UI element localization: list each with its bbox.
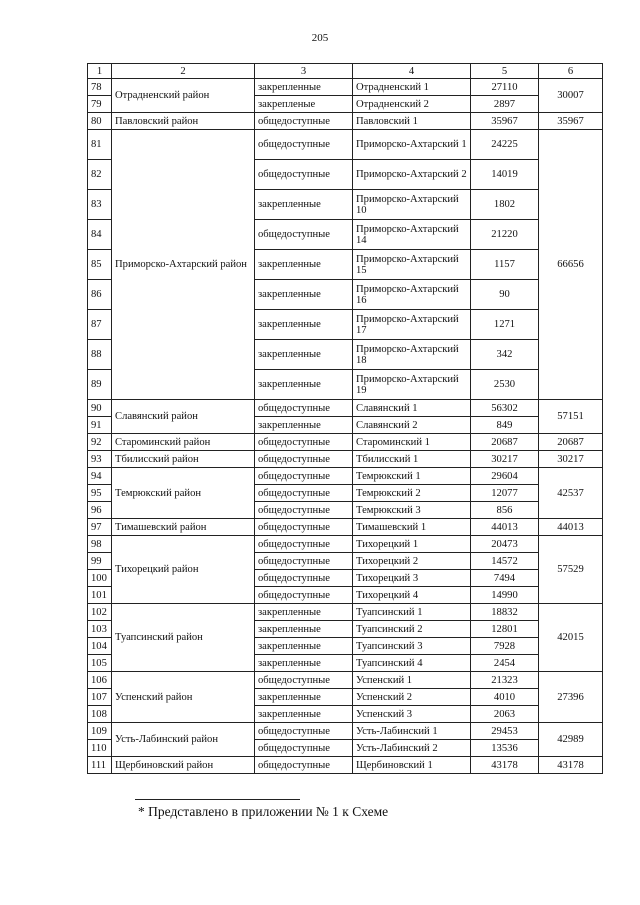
access-type: закрепленные <box>255 638 353 655</box>
access-type: общедоступные <box>255 160 353 190</box>
point-value: 21220 <box>471 220 539 250</box>
header-col-1: 1 <box>88 64 112 79</box>
point-name: Приморско-Ахтарский 16 <box>353 280 471 310</box>
row-number: 79 <box>88 96 112 113</box>
point-name: Темрюкский 3 <box>353 502 471 519</box>
district-total: 35967 <box>539 113 603 130</box>
point-value: 13536 <box>471 740 539 757</box>
row-number: 106 <box>88 672 112 689</box>
point-name: Славянский 2 <box>353 417 471 434</box>
point-name: Приморско-Ахтарский 19 <box>353 370 471 400</box>
district-name: Туапсинский район <box>112 604 255 672</box>
point-name: Отрадненский 1 <box>353 79 471 96</box>
district-name: Темрюкский район <box>112 468 255 519</box>
header-col-2: 2 <box>112 64 255 79</box>
point-name: Успенский 1 <box>353 672 471 689</box>
point-name: Приморско-Ахтарский 10 <box>353 190 471 220</box>
access-type: общедоступные <box>255 587 353 604</box>
district-total: 20687 <box>539 434 603 451</box>
point-name: Тихорецкий 4 <box>353 587 471 604</box>
point-name: Темрюкский 2 <box>353 485 471 502</box>
access-type: общедоступные <box>255 536 353 553</box>
point-value: 21323 <box>471 672 539 689</box>
point-name: Туапсинский 3 <box>353 638 471 655</box>
table-body <box>88 79 603 774</box>
access-type: общедоступные <box>255 451 353 468</box>
district-name: Тимашевский район <box>112 519 255 536</box>
row-number: 94 <box>88 468 112 485</box>
access-type: закрепленые <box>255 96 353 113</box>
point-value: 90 <box>471 280 539 310</box>
access-type: общедоступные <box>255 553 353 570</box>
row-number: 87 <box>88 310 112 340</box>
district-total: 57529 <box>539 536 603 604</box>
point-value: 1157 <box>471 250 539 280</box>
row-number: 86 <box>88 280 112 310</box>
district-name: Приморско-Ахтарский район <box>112 130 255 400</box>
row-number: 100 <box>88 570 112 587</box>
table-row <box>88 672 603 689</box>
access-type: закрепленные <box>255 689 353 706</box>
row-number: 85 <box>88 250 112 280</box>
row-number: 103 <box>88 621 112 638</box>
access-type: общедоступные <box>255 502 353 519</box>
access-type: закрепленные <box>255 340 353 370</box>
point-name: Тихорецкий 1 <box>353 536 471 553</box>
districts-table <box>87 63 603 774</box>
point-value: 56302 <box>471 400 539 417</box>
point-name: Тихорецкий 2 <box>353 553 471 570</box>
row-number: 82 <box>88 160 112 190</box>
district-total: 66656 <box>539 130 603 400</box>
point-name: Отрадненский 2 <box>353 96 471 113</box>
point-value: 43178 <box>471 757 539 774</box>
row-number: 105 <box>88 655 112 672</box>
access-type: закрепленные <box>255 370 353 400</box>
point-name: Приморско-Ахтарский 14 <box>353 220 471 250</box>
access-type: закрепленные <box>255 190 353 220</box>
point-value: 12801 <box>471 621 539 638</box>
point-name: Славянский 1 <box>353 400 471 417</box>
access-type: закрепленные <box>255 250 353 280</box>
row-number: 84 <box>88 220 112 250</box>
access-type: общедоступные <box>255 130 353 160</box>
access-type: общедоступные <box>255 468 353 485</box>
point-name: Приморско-Ахтарский 17 <box>353 310 471 340</box>
point-value: 2454 <box>471 655 539 672</box>
district-total: 42537 <box>539 468 603 519</box>
row-number: 108 <box>88 706 112 723</box>
district-name: Павловский район <box>112 113 255 130</box>
district-name: Отрадненский район <box>112 79 255 113</box>
point-value: 342 <box>471 340 539 370</box>
point-name: Усть-Лабинский 1 <box>353 723 471 740</box>
access-type: закрепленные <box>255 280 353 310</box>
access-type: общедоступные <box>255 485 353 502</box>
row-number: 104 <box>88 638 112 655</box>
point-name: Темрюкский 1 <box>353 468 471 485</box>
point-name: Приморско-Ахтарский 15 <box>353 250 471 280</box>
point-name: Приморско-Ахтарский 18 <box>353 340 471 370</box>
district-name: Щербиновский район <box>112 757 255 774</box>
district-name: Усть-Лабинский район <box>112 723 255 757</box>
row-number: 99 <box>88 553 112 570</box>
point-value: 1271 <box>471 310 539 340</box>
point-name: Успенский 3 <box>353 706 471 723</box>
point-value: 24225 <box>471 130 539 160</box>
row-number: 80 <box>88 113 112 130</box>
point-value: 20687 <box>471 434 539 451</box>
point-value: 35967 <box>471 113 539 130</box>
row-number: 107 <box>88 689 112 706</box>
point-value: 2063 <box>471 706 539 723</box>
point-name: Усть-Лабинский 2 <box>353 740 471 757</box>
footnote: * Представлено в приложении № 1 к Схеме <box>138 804 389 819</box>
point-value: 2897 <box>471 96 539 113</box>
point-value: 12077 <box>471 485 539 502</box>
district-name: Славянский район <box>112 400 255 434</box>
row-number: 95 <box>88 485 112 502</box>
point-value: 856 <box>471 502 539 519</box>
access-type: общедоступные <box>255 570 353 587</box>
point-name: Туапсинский 1 <box>353 604 471 621</box>
point-name: Тбилисский 1 <box>353 451 471 468</box>
access-type: закрепленные <box>255 417 353 434</box>
point-name: Павловский 1 <box>353 113 471 130</box>
table-header-row <box>88 64 603 79</box>
row-number: 97 <box>88 519 112 536</box>
access-type: закрепленные <box>255 79 353 96</box>
point-value: 44013 <box>471 519 539 536</box>
header-col-6: 6 <box>539 64 603 79</box>
point-name: Туапсинский 4 <box>353 655 471 672</box>
district-name: Тихорецкий район <box>112 536 255 604</box>
table-row <box>88 757 603 774</box>
access-type: общедоступные <box>255 220 353 250</box>
point-value: 14990 <box>471 587 539 604</box>
district-name: Староминский район <box>112 434 255 451</box>
table-row <box>88 519 603 536</box>
point-name: Тимашевский 1 <box>353 519 471 536</box>
row-number: 83 <box>88 190 112 220</box>
point-name: Щербиновский 1 <box>353 757 471 774</box>
point-value: 14572 <box>471 553 539 570</box>
point-name: Приморско-Ахтарский 2 <box>353 160 471 190</box>
district-total: 44013 <box>539 519 603 536</box>
point-value: 849 <box>471 417 539 434</box>
point-value: 27110 <box>471 79 539 96</box>
row-number: 102 <box>88 604 112 621</box>
row-number: 92 <box>88 434 112 451</box>
access-type: общедоступные <box>255 434 353 451</box>
access-type: закрепленные <box>255 621 353 638</box>
point-value: 30217 <box>471 451 539 468</box>
point-value: 7928 <box>471 638 539 655</box>
row-number: 90 <box>88 400 112 417</box>
row-number: 93 <box>88 451 112 468</box>
row-number: 81 <box>88 130 112 160</box>
table-row <box>88 468 603 485</box>
point-value: 18832 <box>471 604 539 621</box>
access-type: общедоступные <box>255 113 353 130</box>
point-value: 1802 <box>471 190 539 220</box>
header-col-5: 5 <box>471 64 539 79</box>
point-value: 2530 <box>471 370 539 400</box>
row-number: 96 <box>88 502 112 519</box>
access-type: общедоступные <box>255 519 353 536</box>
access-type: закрепленные <box>255 310 353 340</box>
table-row <box>88 723 603 740</box>
district-name: Успенский район <box>112 672 255 723</box>
district-total: 43178 <box>539 757 603 774</box>
row-number: 111 <box>88 757 112 774</box>
table-row <box>88 536 603 553</box>
district-total: 57151 <box>539 400 603 434</box>
access-type: закрепленные <box>255 706 353 723</box>
access-type: закрепленные <box>255 655 353 672</box>
access-type: общедоступные <box>255 672 353 689</box>
point-value: 29604 <box>471 468 539 485</box>
row-number: 91 <box>88 417 112 434</box>
row-number: 110 <box>88 740 112 757</box>
point-value: 14019 <box>471 160 539 190</box>
point-value: 20473 <box>471 536 539 553</box>
table-row <box>88 400 603 417</box>
district-total: 27396 <box>539 672 603 723</box>
access-type: общедоступные <box>255 723 353 740</box>
point-name: Успенский 2 <box>353 689 471 706</box>
district-total: 30007 <box>539 79 603 113</box>
header-col-4: 4 <box>353 64 471 79</box>
table-row <box>88 113 603 130</box>
page-number: 205 <box>311 32 329 44</box>
table-row <box>88 451 603 468</box>
table-row <box>88 434 603 451</box>
district-total: 42015 <box>539 604 603 672</box>
row-number: 109 <box>88 723 112 740</box>
point-value: 29453 <box>471 723 539 740</box>
access-type: общедоступные <box>255 400 353 417</box>
table-row <box>88 79 603 96</box>
row-number: 78 <box>88 79 112 96</box>
access-type: общедоступные <box>255 740 353 757</box>
footnote-divider <box>135 799 300 800</box>
district-total: 30217 <box>539 451 603 468</box>
district-total: 42989 <box>539 723 603 757</box>
row-number: 101 <box>88 587 112 604</box>
access-type: закрепленные <box>255 604 353 621</box>
row-number: 88 <box>88 340 112 370</box>
district-name: Тбилисский район <box>112 451 255 468</box>
table-row <box>88 130 603 160</box>
row-number: 89 <box>88 370 112 400</box>
point-name: Тихорецкий 3 <box>353 570 471 587</box>
access-type: общедоступные <box>255 757 353 774</box>
row-number: 98 <box>88 536 112 553</box>
point-value: 4010 <box>471 689 539 706</box>
table-row <box>88 604 603 621</box>
point-value: 7494 <box>471 570 539 587</box>
header-col-3: 3 <box>255 64 353 79</box>
point-name: Староминский 1 <box>353 434 471 451</box>
point-name: Приморско-Ахтарский 1 <box>353 130 471 160</box>
point-name: Туапсинский 2 <box>353 621 471 638</box>
